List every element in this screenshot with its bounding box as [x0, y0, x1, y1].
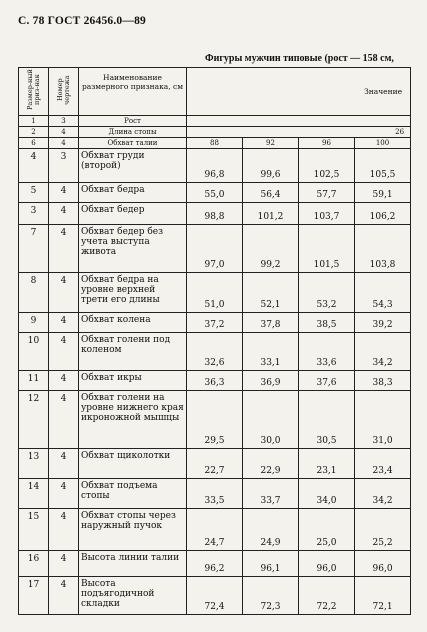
value-cell: 22,9	[243, 449, 299, 479]
value-cell: 23,4	[355, 449, 411, 479]
header-value-col: Значение	[187, 68, 411, 116]
feature-name: Обхват голени под коленом	[79, 333, 187, 371]
drawing-number: 4	[49, 509, 79, 551]
table-row	[19, 449, 411, 479]
drawing-number: 4	[49, 313, 79, 333]
header-row	[19, 68, 411, 116]
value-cell: 59,1	[355, 183, 411, 203]
drawing-number: 3	[49, 149, 79, 183]
value-cell: 105,5	[355, 149, 411, 183]
value-cell: 34,2	[355, 333, 411, 371]
feature-name: Высота линии талии	[79, 551, 187, 577]
value-cell: 101,2	[243, 203, 299, 225]
value-cell: 99,6	[243, 149, 299, 183]
table-row	[19, 183, 411, 203]
feature-name: Обхват бедра на уровне верхней трети его длины	[79, 273, 187, 313]
value-cell: 34,2	[355, 479, 411, 509]
feature-name: Обхват стопы через наружный пучок	[79, 509, 187, 551]
value-cell: 34,0	[299, 479, 355, 509]
value-cell: 24,7	[187, 509, 243, 551]
size-row: 6 4 Обхват талии 88 92 96 100	[19, 138, 411, 149]
value-cell: 29,5	[187, 391, 243, 449]
value-cell: 33,1	[243, 333, 299, 371]
value-cell: 24,9	[243, 509, 299, 551]
header-feature-col: Размер-ный приз-нак	[19, 68, 49, 116]
value-cell: 37,8	[243, 313, 299, 333]
feature-name: Обхват колена	[79, 313, 187, 333]
value-cell: 37,6	[299, 371, 355, 391]
feature-name: Обхват голени на уровне нижнего края икроножной мышцы	[79, 391, 187, 449]
page-header: С. 78 ГОСТ 26456.0—89	[18, 15, 146, 27]
drawing-number: 4	[49, 479, 79, 509]
drawing-number: 4	[49, 391, 79, 449]
feature-name: Обхват груди (второй)	[79, 149, 187, 183]
feature-number: 3	[19, 203, 49, 225]
value-cell: 101,5	[299, 225, 355, 273]
value-cell: 72,4	[187, 577, 243, 615]
measurements-table	[18, 67, 411, 615]
table-row	[19, 149, 411, 183]
value-cell: 96,2	[187, 551, 243, 577]
table-row	[19, 577, 411, 615]
value-cell: 32,6	[187, 333, 243, 371]
table-row	[19, 273, 411, 313]
value-cell: 54,3	[355, 273, 411, 313]
value-cell: 96,0	[299, 551, 355, 577]
drawing-number: 4	[49, 183, 79, 203]
value-cell: 38,5	[299, 313, 355, 333]
feature-number: 10	[19, 333, 49, 371]
feature-name: Обхват бедер	[79, 203, 187, 225]
feature-number: 8	[19, 273, 49, 313]
value-cell: 98,8	[187, 203, 243, 225]
header-drawing-col: Номер чертежа	[49, 68, 79, 116]
drawing-number: 4	[49, 449, 79, 479]
table-row	[19, 551, 411, 577]
drawing-number: 4	[49, 577, 79, 615]
value-cell: 72,3	[243, 577, 299, 615]
table-subtitle: Фигуры мужчин типовые (рост — 158 см,	[205, 53, 394, 64]
feature-name: Обхват бедер без учета выступа живота	[79, 225, 187, 273]
value-cell: 33,7	[243, 479, 299, 509]
value-cell: 33,6	[299, 333, 355, 371]
value-cell: 72,2	[299, 577, 355, 615]
drawing-number: 4	[49, 333, 79, 371]
value-cell: 33,5	[187, 479, 243, 509]
feature-number: 9	[19, 313, 49, 333]
table-row	[19, 225, 411, 273]
value-cell: 72,1	[355, 577, 411, 615]
table-row	[19, 313, 411, 333]
value-cell: 22,7	[187, 449, 243, 479]
feature-number: 5	[19, 183, 49, 203]
value-cell: 96,8	[187, 149, 243, 183]
value-cell: 38,3	[355, 371, 411, 391]
value-cell: 25,0	[299, 509, 355, 551]
value-cell: 36,3	[187, 371, 243, 391]
value-cell: 96,1	[243, 551, 299, 577]
value-cell: 103,8	[355, 225, 411, 273]
drawing-number: 4	[49, 551, 79, 577]
value-cell: 25,2	[355, 509, 411, 551]
drawing-number: 4	[49, 371, 79, 391]
value-cell: 57,7	[299, 183, 355, 203]
value-cell: 36,9	[243, 371, 299, 391]
value-cell: 52,1	[243, 273, 299, 313]
feature-name: Высота подъягодичной складки	[79, 577, 187, 615]
table-row	[19, 333, 411, 371]
table-row	[19, 479, 411, 509]
feature-name: Обхват бедра	[79, 183, 187, 203]
value-cell: 39,2	[355, 313, 411, 333]
value-cell: 96,0	[355, 551, 411, 577]
feature-name: Обхват щиколотки	[79, 449, 187, 479]
value-cell: 56,4	[243, 183, 299, 203]
drawing-number: 4	[49, 225, 79, 273]
header-name-col: Наименование размерного признака, см	[79, 68, 187, 116]
value-cell: 37,2	[187, 313, 243, 333]
feature-number: 11	[19, 371, 49, 391]
value-cell: 103,7	[299, 203, 355, 225]
feature-number: 12	[19, 391, 49, 449]
table-row	[19, 509, 411, 551]
fixed-row: 2 4 Длина стопы 26	[19, 127, 411, 138]
table-row	[19, 391, 411, 449]
feature-number: 14	[19, 479, 49, 509]
value-cell: 30,0	[243, 391, 299, 449]
value-cell: 30,5	[299, 391, 355, 449]
drawing-number: 4	[49, 203, 79, 225]
value-cell: 51,0	[187, 273, 243, 313]
feature-number: 16	[19, 551, 49, 577]
table-row	[19, 371, 411, 391]
table-row	[19, 203, 411, 225]
value-cell: 53,2	[299, 273, 355, 313]
value-cell: 97,0	[187, 225, 243, 273]
feature-number: 17	[19, 577, 49, 615]
drawing-number: 4	[49, 273, 79, 313]
value-cell: 23,1	[299, 449, 355, 479]
feature-name: Обхват икры	[79, 371, 187, 391]
value-cell: 31,0	[355, 391, 411, 449]
feature-number: 4	[19, 149, 49, 183]
feature-number: 13	[19, 449, 49, 479]
value-cell: 106,2	[355, 203, 411, 225]
feature-number: 7	[19, 225, 49, 273]
value-cell: 102,5	[299, 149, 355, 183]
fixed-row: 1 3 Рост	[19, 116, 411, 127]
value-cell: 99,2	[243, 225, 299, 273]
feature-number: 15	[19, 509, 49, 551]
feature-name: Обхват подъема стопы	[79, 479, 187, 509]
value-cell: 55,0	[187, 183, 243, 203]
